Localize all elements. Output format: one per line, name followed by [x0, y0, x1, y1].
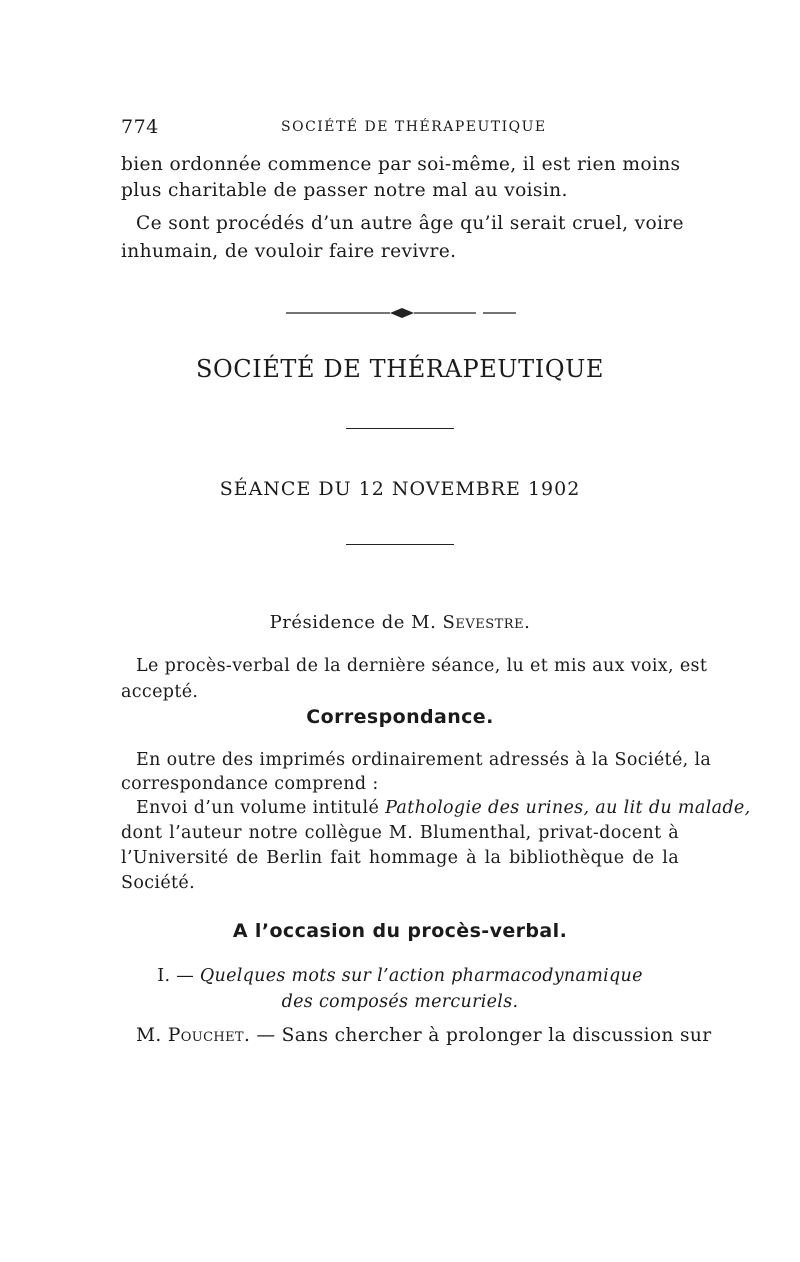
correspondance-line-2: correspondance comprend : [121, 774, 379, 794]
envoi-prefix: Envoi d’un volume intitulé [136, 798, 386, 818]
correspondance-heading: Correspondance. [306, 706, 494, 728]
item-title-line-2: des composés mercuriels. [281, 992, 519, 1012]
presidence-suffix: . [524, 612, 531, 633]
opening-line-3: Ce sont procédés d’un autre âge qu’il serait cruel, voire [136, 213, 684, 234]
correspondance-line-6: Société. [121, 873, 196, 893]
presidence-line [0, 612, 800, 633]
correspondance-line-3 [136, 798, 751, 818]
speech-text: . — Sans chercher à prolonger la discussion sur [243, 1025, 712, 1046]
minutes-line-1: Le procès-verbal de la dernière séance, lu et mis aux voix, est [136, 656, 708, 676]
speaker-name: M. Pouchet [136, 1025, 244, 1046]
correspondance-line-1: En outre des imprimés ordinairement adressés à la Société, la [136, 750, 712, 770]
minutes-line-2: accepté. [121, 682, 199, 702]
book-title: Pathologie des urines, au lit du malade, [385, 798, 751, 818]
speech-line-1 [136, 1025, 712, 1046]
seance-title: SÉANCE DU 12 NOVEMBRE 1902 [219, 478, 581, 500]
item-number: I. — [157, 966, 200, 986]
item-title-text: Quelques mots sur l’action pharmacodynamique [199, 966, 643, 986]
proces-verbal-heading: A l’occasion du procès-verbal. [232, 920, 568, 942]
title-rule [346, 428, 454, 429]
ornament-divider [286, 306, 516, 320]
running-title: SOCIÉTÉ DE THÉRAPEUTIQUE [281, 119, 547, 135]
main-title: SOCIÉTÉ DE THÉRAPEUTIQUE [195, 355, 605, 383]
correspondance-line-5: l’Université de Berlin fait hommage à la bibliothèque de la [121, 848, 679, 868]
correspondance-line-4: dont l’auteur notre collègue M. Blumenthal, privat-docent à [121, 823, 679, 843]
item-title-line-1 [0, 966, 800, 986]
opening-line-2: plus charitable de passer notre mal au voisin. [121, 180, 568, 201]
opening-line-4: inhumain, de vouloir faire revivre. [121, 241, 457, 262]
seance-rule [346, 544, 454, 545]
page-number: 774 [121, 116, 159, 138]
presidence-prefix: Présidence de M. [269, 612, 437, 633]
opening-line-1: bien ordonnée commence par soi-même, il est rien moins [121, 154, 681, 175]
running-head [121, 116, 679, 138]
president-name: Sevestre [442, 612, 525, 633]
